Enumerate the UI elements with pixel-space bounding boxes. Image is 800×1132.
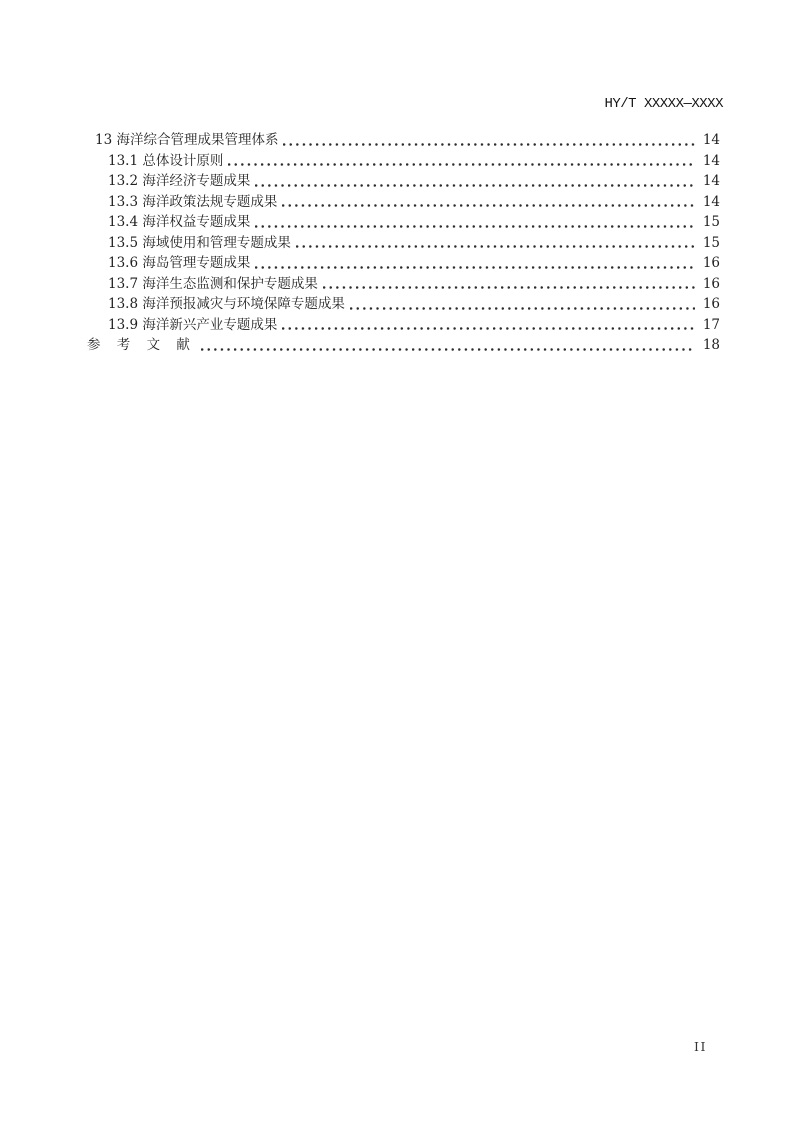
toc-list xyxy=(87,130,720,356)
dot-leader xyxy=(201,348,695,351)
toc-entry-page-number: 16 xyxy=(702,275,720,292)
toc-entry xyxy=(87,171,720,192)
toc-entry-title: 13.3 海洋政策法规专题成果 xyxy=(108,193,278,210)
dot-leader xyxy=(282,204,695,207)
toc-entry xyxy=(87,192,720,213)
dot-leader xyxy=(282,327,695,330)
toc-entry-title: 13.6 海岛管理专题成果 xyxy=(108,255,251,271)
toc-entry-page-number: 14 xyxy=(702,132,720,148)
toc-entry xyxy=(87,130,720,151)
dot-leader xyxy=(228,163,695,166)
dot-leader xyxy=(255,184,695,187)
toc-entry xyxy=(87,233,720,254)
toc-entry-page-number: 15 xyxy=(702,234,720,251)
toc-entry xyxy=(87,274,720,295)
toc-entry xyxy=(87,212,720,233)
page-number-footer: II xyxy=(694,1039,707,1054)
dot-leader xyxy=(255,266,695,269)
toc-entry-page-number: 14 xyxy=(702,152,720,169)
toc-entry xyxy=(87,315,720,336)
toc-entry-title: 13.9 海洋新兴产业专题成果 xyxy=(108,316,278,333)
toc-entry-page-number: 18 xyxy=(702,337,720,353)
toc-entry-page-number: 16 xyxy=(702,296,720,312)
toc-entry-title: 13 海洋综合管理成果管理体系 xyxy=(95,132,279,148)
toc-entry-title: 13.4 海洋权益专题成果 xyxy=(108,214,251,230)
toc-entry-title: 13.8 海洋预报减灾与环境保障专题成果 xyxy=(108,296,345,312)
toc-entry xyxy=(87,253,720,274)
toc-entry-page-number: 15 xyxy=(702,214,720,230)
dot-leader xyxy=(255,225,695,228)
dot-leader xyxy=(323,286,695,289)
toc-entry-page-number: 14 xyxy=(702,193,720,210)
toc-entry-title: 13.5 海域使用和管理专题成果 xyxy=(108,234,291,251)
toc-entry-title: 参 考 文 献 xyxy=(87,337,196,353)
toc-entry xyxy=(87,294,720,315)
toc-entry xyxy=(87,151,720,172)
toc-entry-title: 13.7 海洋生态监测和保护专题成果 xyxy=(108,275,318,292)
toc-entry-page-number: 14 xyxy=(702,173,720,189)
dot-leader xyxy=(283,143,695,146)
toc-entry-title: 13.1 总体设计原则 xyxy=(108,152,224,169)
toc-entry-title: 13.2 海洋经济专题成果 xyxy=(108,173,251,189)
toc-entry-page-number: 17 xyxy=(702,316,720,333)
dot-leader xyxy=(296,245,695,248)
toc-entry xyxy=(87,335,720,356)
document-code-header: HY/T XXXXX—XXXX xyxy=(604,96,723,112)
toc-entry-page-number: 16 xyxy=(702,255,720,271)
dot-leader xyxy=(350,307,695,310)
